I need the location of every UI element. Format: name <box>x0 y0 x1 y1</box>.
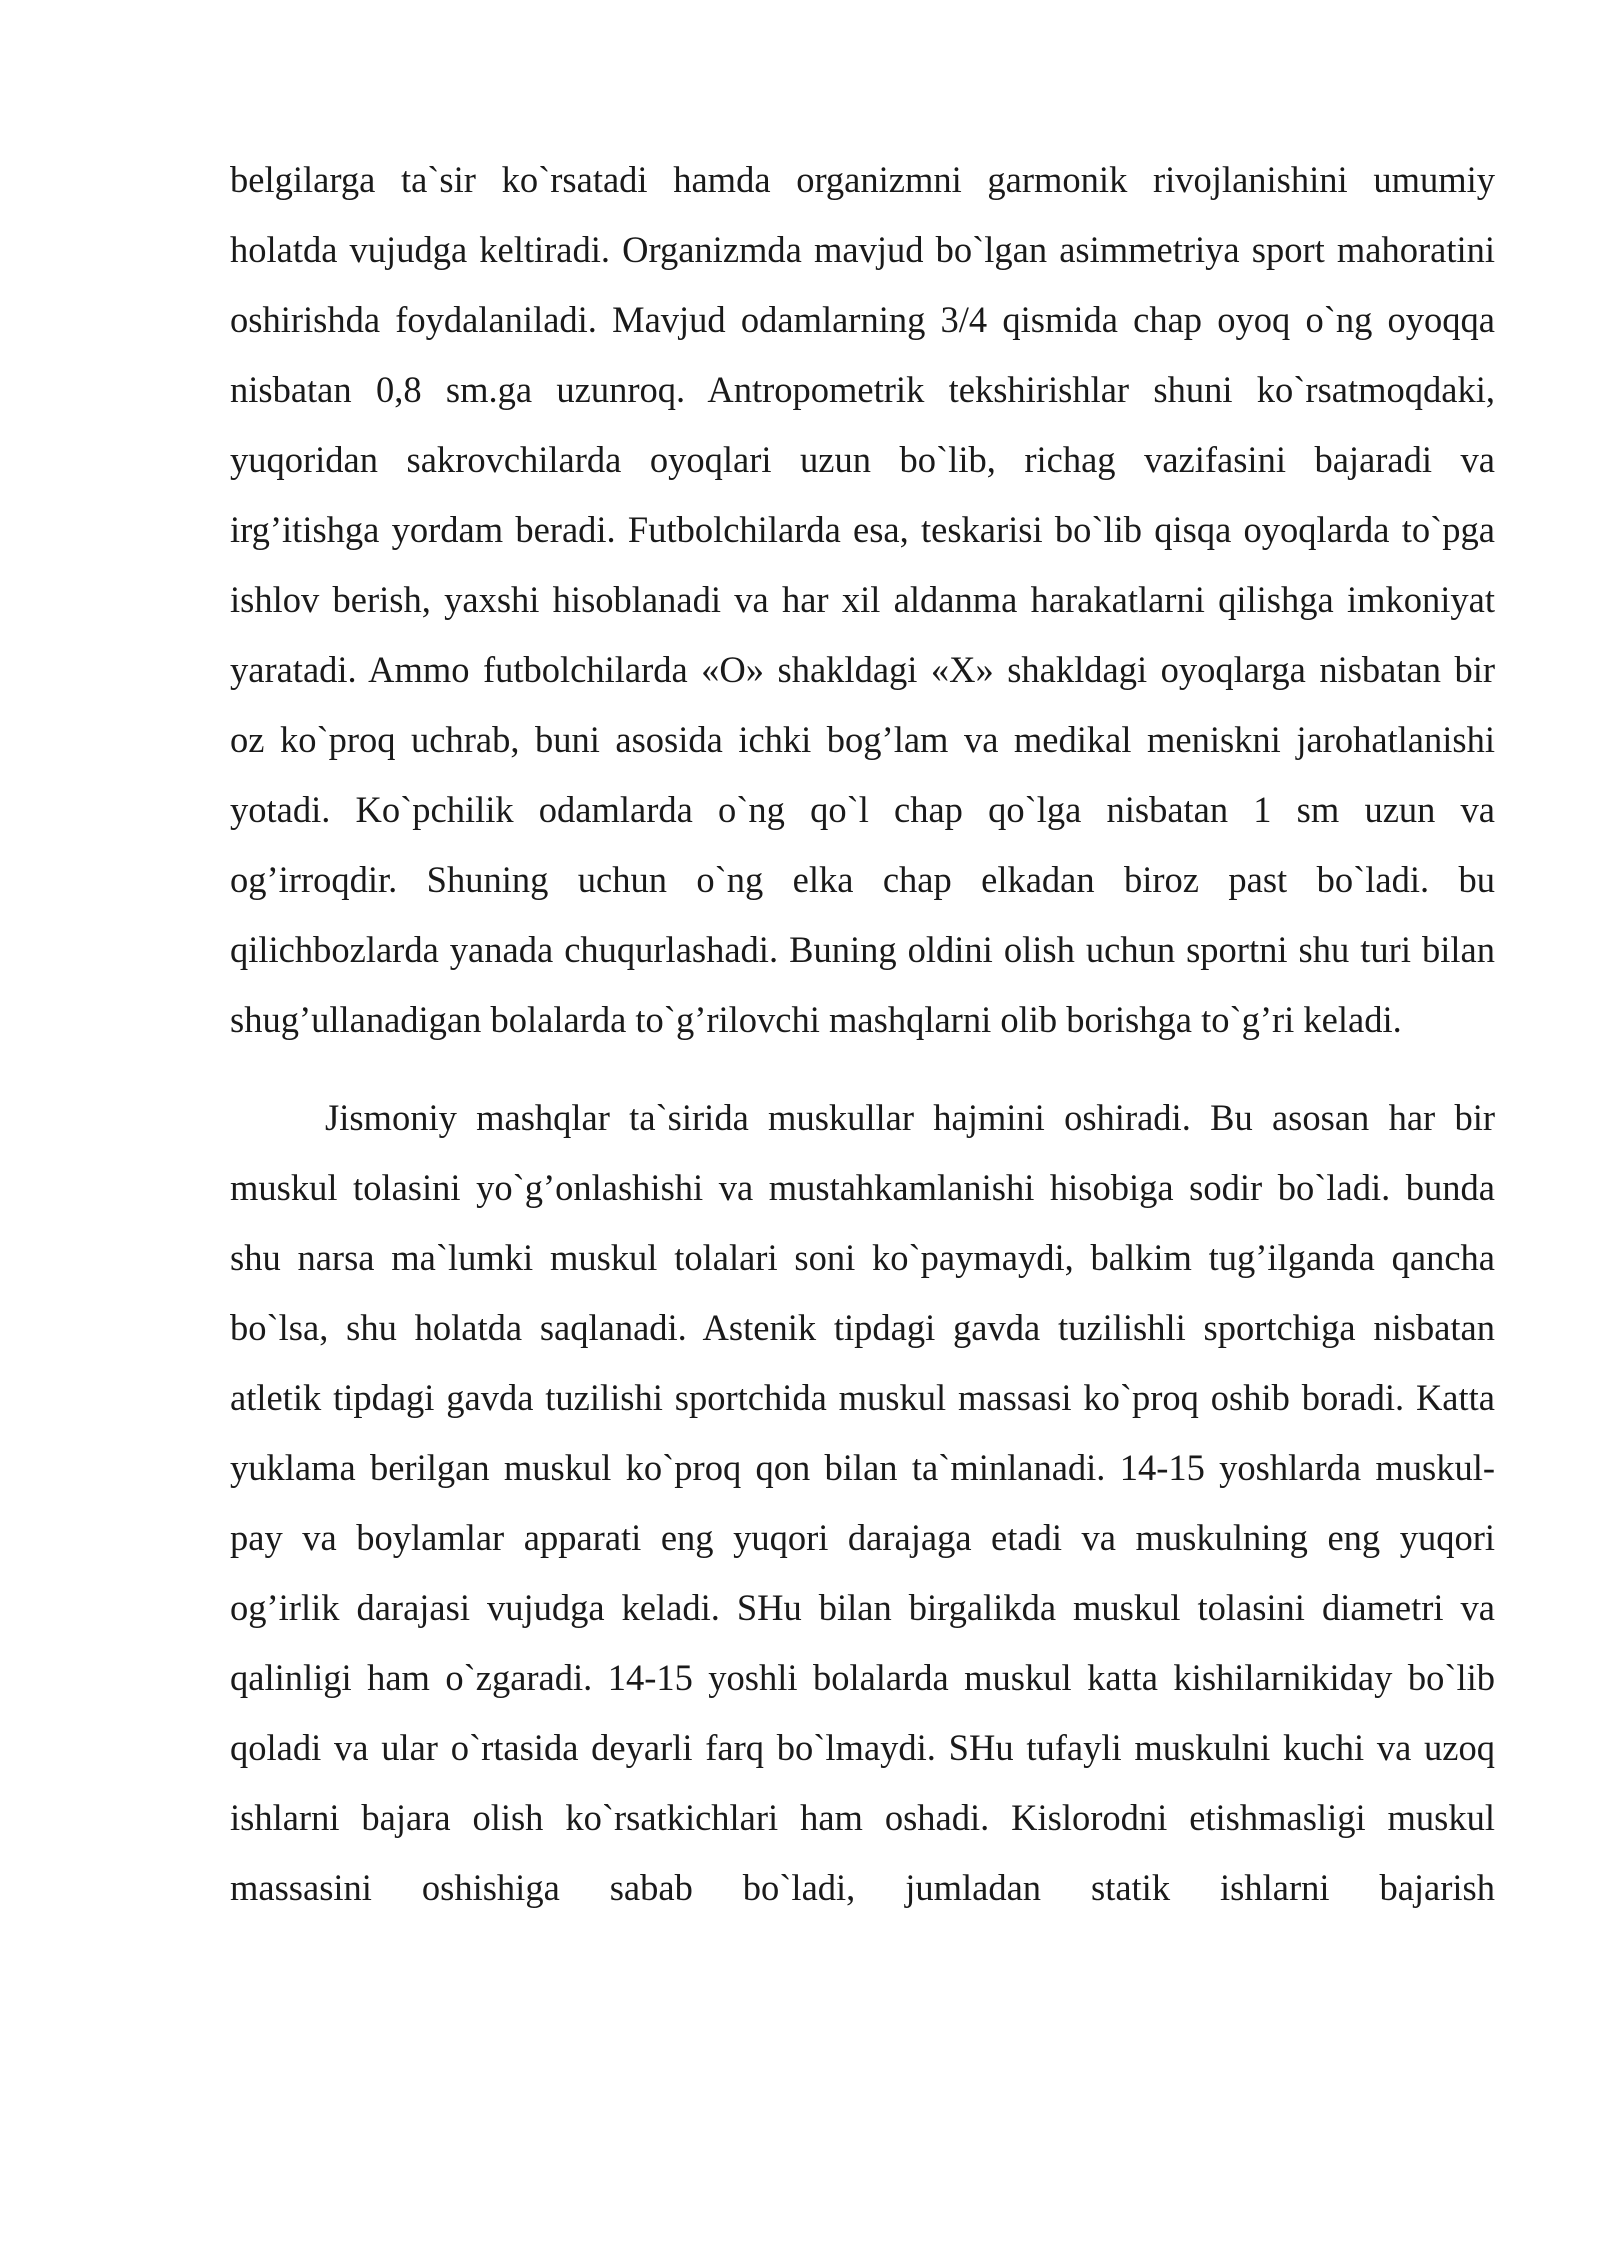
paragraph-muscles: Jismoniy mashqlar ta`sirida muskullar hajmini oshiradi. Bu asosan har bir muskul tolasini yo`g’onlashishi va mustahkamlanishi hisobiga sodir bo`ladi. bunda shu narsa ma`lumki muskul tolalari soni ko`paymaydi, balkim tug’ilganda qancha bo`lsa, shu holatda saqlanadi. Astenik tipdagi gavda tuzilishli sportchiga nisbatan atletik tipdagi gavda tuzilishi sportchida muskul massasi ko`proq oshib boradi. Katta yuklama berilgan muskul ko`proq qon bilan ta`minlanadi. 14-15 yoshlarda muskul-pay va boylamlar apparati eng yuqori darajaga etadi va muskulning eng yuqori og’irlik darajasi vujudga keladi. SHu bilan birgalikda muskul tolasini diametri va qalinligi ham o`zgaradi. 14-15 yoshli bolalarda muskul katta kishilarnikiday bo`lib qoladi va ular o`rtasida deyarli farq bo`lmaydi. SHu tufayli muskulni kuchi va uzoq ishlarni bajara olish ko`rsatkichlari ham oshadi. Kislorodni etishmasligi muskul massasini oshishiga sabab bo`ladi, jumladan statik ishlarni bajarish <box>230 1097 1495 1908</box>
paragraph-asymmetry: belgilarga ta`sir ko`rsatadi hamda organizmni garmonik rivojlanishini umumiy holatda vujudga keltiradi. Organizmda mavjud bo`lgan asimmetriya sport mahoratini oshirishda foydalaniladi. Mavjud odamlarning 3/4 qismida chap oyoq o`ng oyoqqa nisbatan 0,8 sm.ga uzunroq. Antropometrik tekshirishlar shuni ko`rsatmoqdaki, yuqoridan sakrovchilarda oyoqlari uzun bo`lib, richag vazifasini bajaradi va irg’itishga yordam beradi. Futbolchilarda esa, teskarisi bo`lib qisqa oyoqlarda to`pga ishlov berish, yaxshi hisoblanadi va har xil aldanma harakatlarni qilishga imkoniyat yaratadi. Ammo futbolchilarda «O» shakldagi «X» shakldagi oyoqlarga nisbatan bir oz ko`proq uchrab, buni asosida ichki bog’lam va medikal meniskni jarohatlanishi yotadi. Ko`pchilik odamlarda o`ng qo`l chap qo`lga nisbatan 1 sm uzun va og’irroqdir. Shuning uchun o`ng elka chap elkadan biroz past bo`ladi. bu qilichbozlarda yanada chuqurlashadi. Buning oldini olish uchun sportni shu turi bilan shug’ullanadigan bolalarda to`g’rilovchi mashqlarni olib borishga to`g’ri keladi. <box>230 159 1495 1040</box>
document-body <box>230 145 1495 1923</box>
